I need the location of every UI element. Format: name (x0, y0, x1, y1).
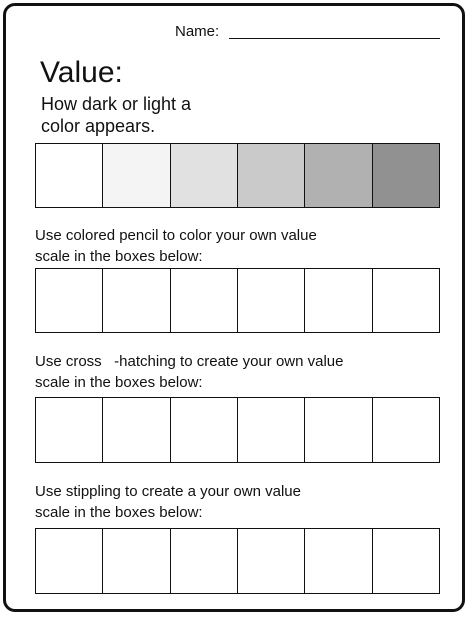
instruction-line-1: Use colored pencil to color your own value (35, 227, 317, 244)
definition-line-2: color appears. (41, 116, 156, 136)
instruction-line-2: scale in the boxes below: (35, 374, 203, 391)
stippling-box-6[interactable] (373, 529, 440, 593)
cross-hatching-box-3[interactable] (171, 398, 238, 462)
stippling-boxes (35, 528, 440, 594)
value-scale-row (35, 143, 440, 208)
definition-line-1: How dark or light a (41, 94, 192, 114)
name-field[interactable] (229, 38, 440, 39)
colored-pencil-box-6[interactable] (373, 269, 440, 332)
cross-hatching-instructions (35, 351, 375, 393)
value-swatch-1 (36, 144, 103, 207)
cross-hatching-boxes (35, 397, 440, 463)
value-swatch-4 (238, 144, 305, 207)
stippling-box-2[interactable] (103, 529, 170, 593)
value-swatch-6 (373, 144, 440, 207)
instruction-line-2: scale in the boxes below: (35, 248, 203, 265)
stippling-instructions (35, 481, 375, 523)
value-swatch-3 (171, 144, 238, 207)
value-swatch-2 (103, 144, 170, 207)
cross-hatching-box-6[interactable] (373, 398, 440, 462)
colored-pencil-box-1[interactable] (36, 269, 103, 332)
instruction-line-1: Use cross -hatching to create your own value (35, 353, 344, 370)
value-swatch-5 (305, 144, 372, 207)
instruction-line-1: Use stippling to create a your own value (35, 483, 301, 500)
name-label: Name: (175, 23, 220, 40)
value-definition (41, 93, 241, 137)
cross-hatching-box-4[interactable] (238, 398, 305, 462)
cross-hatching-box-2[interactable] (103, 398, 170, 462)
colored-pencil-box-4[interactable] (238, 269, 305, 332)
colored-pencil-boxes (35, 268, 440, 333)
stippling-box-1[interactable] (36, 529, 103, 593)
stippling-box-4[interactable] (238, 529, 305, 593)
instruction-line-2: scale in the boxes below: (35, 504, 203, 521)
cross-hatching-box-5[interactable] (305, 398, 372, 462)
colored-pencil-box-5[interactable] (305, 269, 372, 332)
cross-hatching-box-1[interactable] (36, 398, 103, 462)
page-title: Value: (40, 56, 123, 89)
colored-pencil-instructions (35, 225, 375, 267)
colored-pencil-box-3[interactable] (171, 269, 238, 332)
colored-pencil-box-2[interactable] (103, 269, 170, 332)
stippling-box-5[interactable] (305, 529, 372, 593)
stippling-box-3[interactable] (171, 529, 238, 593)
